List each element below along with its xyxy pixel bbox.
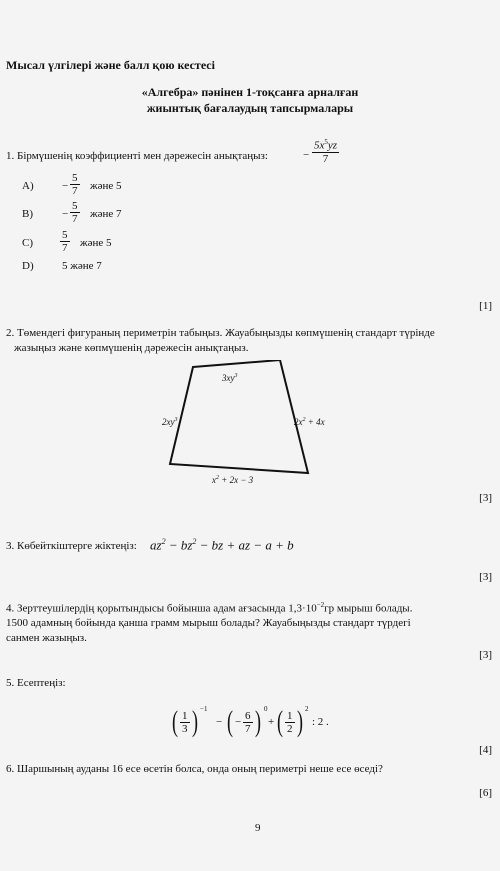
q4-line-2: 1500 адамның бойында қанша грамм мырыш болады? Жауабыңызды стандарт түрдегі: [6, 617, 411, 629]
q1-expr-minus: −: [303, 149, 310, 161]
q5-fraction-1: $\frac{1}{3}$: [182, 710, 188, 735]
q1-expression: $\frac{5x^5yz}{7}$: [314, 138, 338, 165]
q1-option-b-letter: B): [22, 208, 33, 220]
q1-option-b-text: және 7: [90, 208, 122, 220]
document-page: Мысал үлгілері және балл қою кестесі «Алгебра» пәнінен 1-тоқсанға арналған жиынтық бағалаудың тапсырмалары 1. Бірмүшенің коэффициенті мен дәрежесін анықтаңыз: − $\frac{5x^5yz}{7}$ A) − $\frac{5}{7}$ және 5 B) − $\frac{5}{7}$ және 7 C) $\frac{5}{7}$ және 5 D) 5 және 7 [1] 2. Төмендегі фигураның периметрін табыңыз. Жауабыңызды көпмүшенің стандарт түрінде жазыңыз және көпмүшенің дәрежесін анықтаңыз. $3xy^3$ $2xy^3$ $2x^2 + 4x$ $x^2 + 2x - 3$ [3] 3. Көбейткіштерге жіктеңіз: $az^2 - bz^2$ − bz + az − a + b [3] 4. Зерттеушілердің қорытындысы бойынша адам ағзасында $1,3\cdot 10^{-2}гр$ мырыш болады. 1500 адамның бойында қанша грамм мырыш болады? Жауабыңызды стандарт түрдегі санмен жазыңыз. [3] 5. Есептеңіз: ( $\frac{1}{3}$ ) −1 − ( − $\frac{6}{7}$ ) 0 + ( $\frac{1}{2}$ ) 2 : 2 . [4] 6. Шаршының ауданы 16 есе өсетін болса, онда оның периметрі неше есе өседі? [6] 9: [0, 0, 500, 871]
q1-option-a-fraction: $\frac{5}{7}$: [72, 172, 78, 197]
q3-score: [3]: [479, 571, 492, 583]
q2-label-bottom: $x^2 + 2x - 3$: [212, 475, 254, 485]
q2-score: [3]: [479, 492, 492, 504]
q2-label-right: $2x^2 + 4x$: [294, 417, 325, 427]
q4-line-3: санмен жазыңыз.: [6, 632, 87, 644]
page-number: 9: [255, 822, 261, 834]
title-line-2: жиынтық бағалаудың тапсырмалары: [146, 101, 354, 115]
q1-option-a-letter: A): [22, 180, 34, 192]
q4-line-1: 4. Зерттеушілердің қорытындысы бойынша адам ағзасында $1,3\cdot 10^{-2}гр$ мырыш болады.: [6, 601, 413, 615]
section-heading: Мысал үлгілері және балл қою кестесі: [6, 58, 215, 72]
q1-option-d-text: 5 және 7: [62, 260, 102, 272]
q1-option-a-text: және 5: [90, 180, 122, 192]
q5-fraction-3: $\frac{1}{2}$: [287, 710, 293, 735]
q1-score: [1]: [479, 300, 492, 312]
q3-expression: $az^2 - bz^2$ − bz + az − a + b: [150, 537, 294, 553]
q6-score: [6]: [479, 787, 492, 799]
q1-option-a-sign: −: [62, 180, 69, 192]
q5-fraction-2: $\frac{6}{7}$: [245, 710, 251, 735]
q1-option-c-fraction: $\frac{5}{7}$: [62, 229, 68, 254]
q1-option-c-text: және 5: [80, 237, 112, 249]
q1-option-b-sign: −: [62, 208, 69, 220]
title-line-1: «Алгебра» пәнінен 1-тоқсанға арналған: [141, 85, 359, 99]
q1-option-d-letter: D): [22, 260, 34, 272]
q3-text: 3. Көбейткіштерге жіктеңіз:: [6, 540, 137, 552]
q2-label-top: $3xy^3$: [222, 373, 238, 383]
q5-text: 5. Есептеңіз:: [6, 677, 66, 689]
q1-option-b-fraction: $\frac{5}{7}$: [72, 200, 78, 225]
q4-score: [3]: [479, 649, 492, 661]
quadrilateral-shape: [170, 360, 308, 473]
q5-score: [4]: [479, 744, 492, 756]
q2-line-2: жазыңыз және көпмүшенің дәрежесін анықтаңыз.: [14, 342, 249, 354]
q2-label-left: $2xy^3$: [162, 417, 178, 427]
q1-option-c-letter: C): [22, 237, 33, 249]
q6-text: 6. Шаршының ауданы 16 есе өсетін болса, онда оның периметрі неше есе өседі?: [6, 763, 383, 775]
q2-line-1: 2. Төмендегі фигураның периметрін табыңыз. Жауабыңызды көпмүшенің стандарт түрінде: [6, 327, 435, 339]
q1-text: 1. Бірмүшенің коэффициенті мен дәрежесін анықтаңыз:: [6, 150, 268, 162]
